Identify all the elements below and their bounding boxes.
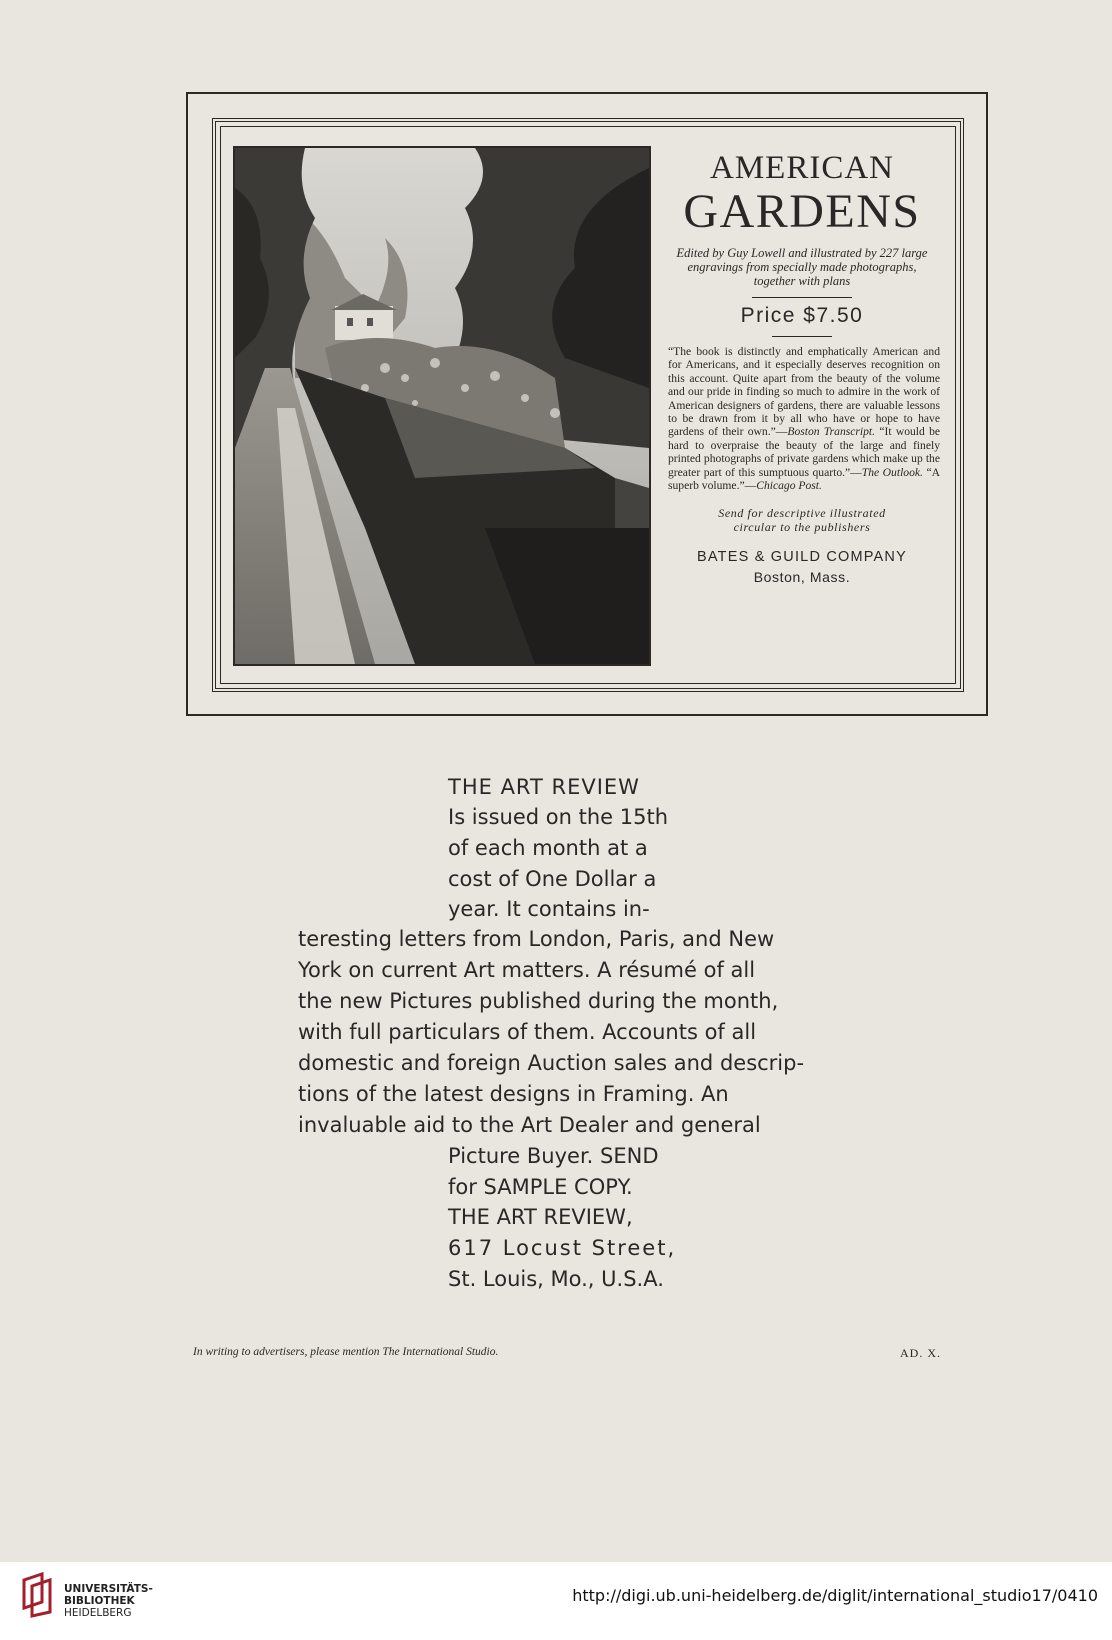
footer-note: In writing to advertisers, please mention The International Studio. (193, 1346, 499, 1358)
review-line: THE ART REVIEW, (448, 1205, 633, 1229)
review-heading: THE ART REVIEW (448, 775, 640, 799)
permalink-url[interactable]: http://digi.ub.uni-heidelberg.de/diglit/international_studio17/0410 (572, 1586, 1098, 1605)
ad-send-note (660, 506, 944, 534)
ad-city: Boston, Mass. (753, 569, 851, 586)
review-line: for SAMPLE COPY. (448, 1175, 633, 1199)
library-name (64, 1583, 153, 1619)
garden-photograph (233, 146, 651, 666)
ad-publisher: BATES & GUILD COMPANY (697, 549, 907, 566)
ad-title-gardens: GARDENS (683, 185, 921, 238)
ad-rule-short (772, 336, 832, 337)
ad-credit: Edited by Guy Lowell and illustrated by 227 large engravings from specially made photographs, together with plans (676, 246, 928, 288)
send-line-2: circular to the publishers (733, 520, 871, 535)
source-chicago: Chicago Post. (756, 479, 822, 493)
ad-rule (752, 297, 852, 298)
library-name-line3: HEIDELBERG (64, 1607, 132, 1619)
review-line: York on current Art matters. A résumé of all (298, 958, 756, 982)
review-line: teresting letters from London, Paris, and New (298, 927, 775, 951)
review-line: Picture Buyer. SEND (448, 1144, 659, 1168)
review-line: with full particulars of them. Accounts of all (298, 1020, 757, 1044)
quote-boston: “The book is distinctly and emphatically American and for Americans, and it especially deserves recognition on this account. Quite apart from the beauty of the volume and our pride in finding so much to admire in the work of American designers of gardens, there are valuable lessons to be drawn from it by all who have or hope to have gardens of their own.”— (668, 345, 940, 439)
library-footer-bar (0, 1562, 1112, 1640)
review-address: 617 Locust Street, (448, 1236, 677, 1260)
quote-chicago: “A superb volume.”— (668, 465, 940, 493)
ad-review-quotes (668, 345, 940, 492)
send-line-1: Send for descriptive illustrated (718, 506, 886, 521)
page-identifier: AD. X. (900, 1346, 941, 1360)
ad-price: Price $7.50 (740, 304, 864, 327)
review-line: the new Pictures published during the month, (298, 989, 779, 1013)
quote-outlook: “It would be hard to overpraise the beauty of the large and finely printed photographs of private gardens which make up the greater part of this sumptuous quarto.”— (668, 425, 941, 479)
review-line: Is issued on the 15th (448, 805, 668, 829)
library-name-line2: BIBLIOTHEK (64, 1595, 135, 1607)
review-line: of each month at a (448, 836, 648, 860)
review-line: domestic and foreign Auction sales and descrip- (298, 1051, 805, 1075)
source-outlook: The Outlook. (861, 465, 923, 479)
review-line: tions of the latest designs in Framing. An (298, 1082, 729, 1106)
review-line: year. It contains in- (448, 897, 650, 921)
library-logo-icon (18, 1572, 58, 1622)
library-name-line1: UNIVERSITÄTS- (64, 1583, 153, 1595)
ad-text-column (660, 148, 944, 586)
ad-title-american: AMERICAN (709, 150, 894, 186)
review-line: cost of One Dollar a (448, 867, 657, 891)
review-line: invaluable aid to the Art Dealer and general (298, 1113, 761, 1137)
review-city: St. Louis, Mo., U.S.A. (448, 1267, 664, 1291)
source-boston: Boston Transcript. (787, 425, 876, 439)
